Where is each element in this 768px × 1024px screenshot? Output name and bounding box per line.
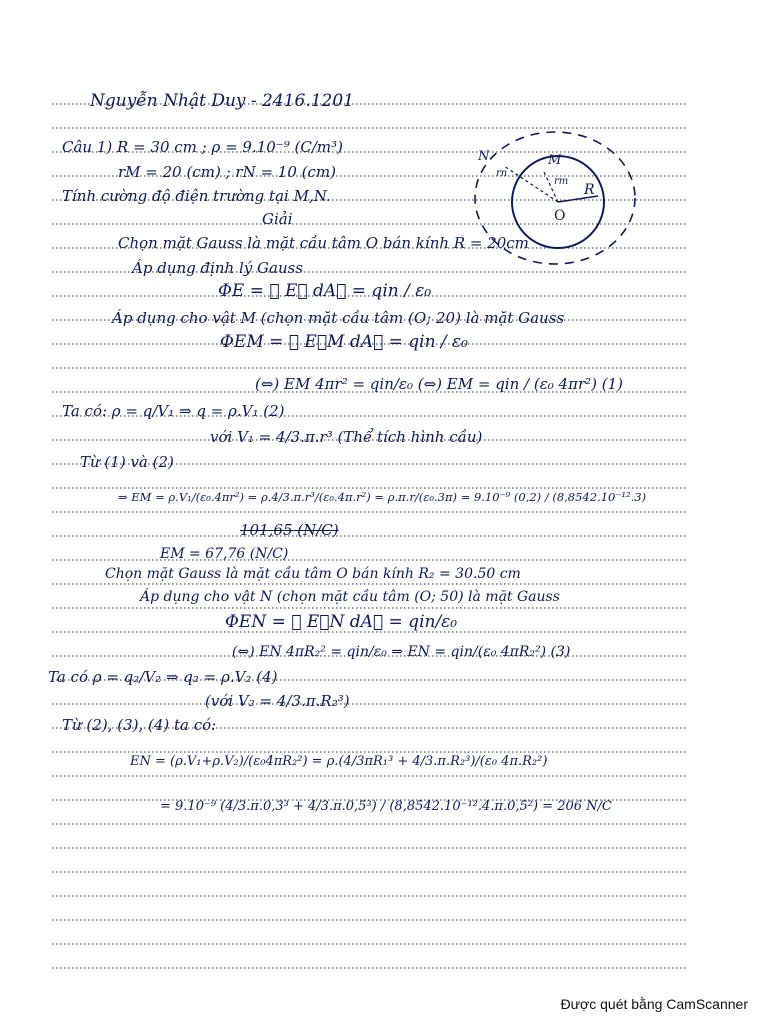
struck-value: 101,65 (N/C) bbox=[240, 521, 339, 539]
solution-line-4: Áp dụng cho vật M (chọn mặt cầu tâm (O; 20) là mặt Gauss bbox=[112, 309, 565, 327]
student-name: Nguyễn Nhật Duy - 2416.1201 bbox=[90, 91, 354, 111]
solution-line-1: Chọn mặt Gauss là mặt cầu tâm O bán kính R = 20cm bbox=[118, 234, 529, 252]
solution-line-18: Từ (2), (3), (4) ta có: bbox=[62, 716, 217, 734]
solution-line-8: với V₁ = 4/3.π.r³ (Thể tích hình cầu) bbox=[210, 428, 483, 446]
solution-line-10: ⇒ EM = ρ.V₁/(ε₀.4πr²) = ρ.4/3.π.r³/(ε₀.4π.r²) = ρ.π.r/(ε₀.3π) = 9.10⁻⁹ (0,2) / (8,8542.10⁻¹².3) bbox=[118, 490, 647, 504]
solution-line-17: (với V₂ = 4/3.π.R₂³) bbox=[205, 692, 350, 710]
problem-line-1: Câu 1) R = 30 cm ; ρ = 9.10⁻⁹ (C/m³) bbox=[62, 138, 343, 156]
label-rn: rn bbox=[496, 168, 508, 179]
solution-line-16: Ta có ρ = q₂/V₂ ⇒ q₂ = ρ.V₂ (4) bbox=[48, 668, 278, 686]
label-m: M bbox=[548, 153, 562, 168]
solution-line-20: = 9.10⁻⁹ (4/3.π.0,3³ + 4/3.π.0,5³) / (8,8542.10⁻¹².4.π.0,5²) = 206 N/C bbox=[160, 799, 612, 814]
solution-line-19: EN = (ρ.V₁+ρ.V₂)/(ε₀4πR₂²) = ρ.(4/3πR₁³ + 4/3.π.R₂³)/(ε₀ 4π.R₂²) bbox=[130, 754, 548, 769]
solution-line-13: Áp dụng cho vật N (chọn mặt cầu tâm (O; 50) là mặt Gauss bbox=[140, 589, 560, 605]
solution-line-11: EM = 67,76 (N/C) bbox=[160, 546, 289, 562]
solution-line-6: (⇔) EM 4πr² = qin/ε₀ (⇔) EM = qin / (ε₀ 4πr²) (1) bbox=[255, 375, 623, 393]
problem-line-3: Tính cường độ điện trường tại M,N. bbox=[62, 187, 331, 205]
solution-line-2: Áp dụng định lý Gauss bbox=[132, 259, 304, 277]
label-n: N bbox=[478, 149, 490, 164]
label-o: O bbox=[554, 208, 566, 224]
solution-line-3: ΦE = ∮ E⃗ dA⃗ = qin / ε₀ bbox=[218, 281, 432, 301]
label-r: R bbox=[584, 182, 595, 198]
label-rm: rm bbox=[554, 176, 569, 187]
solution-line-15: (⇔) EN 4πR₂² = qin/ε₀ ⇒ EN = qin/(ε₀ 4πR₂²) (3) bbox=[232, 644, 571, 660]
solution-line-9: Từ (1) và (2) bbox=[80, 453, 174, 471]
camscanner-watermark: Được quét bằng CamScanner bbox=[560, 996, 748, 1012]
solution-line-14: ΦEN = ∮ E⃗N dA⃗ = qin/ε₀ bbox=[225, 612, 458, 632]
solution-line-12-visible: Chọn mặt Gauss là mặt cầu tâm O bán kính R₂ = 30.50 cm bbox=[105, 566, 521, 582]
solution-line-5: ΦEM = ∮ E⃗M dA⃗ = qin / ε₀ bbox=[220, 332, 468, 352]
problem-line-2: rM = 20 (cm) ; rN = 10 (cm) bbox=[118, 163, 336, 181]
problem-line-4: Giải bbox=[262, 210, 293, 228]
solution-line-7: Ta có: ρ = q/V₁ ⇒ q = ρ.V₁ (2) bbox=[62, 402, 285, 420]
